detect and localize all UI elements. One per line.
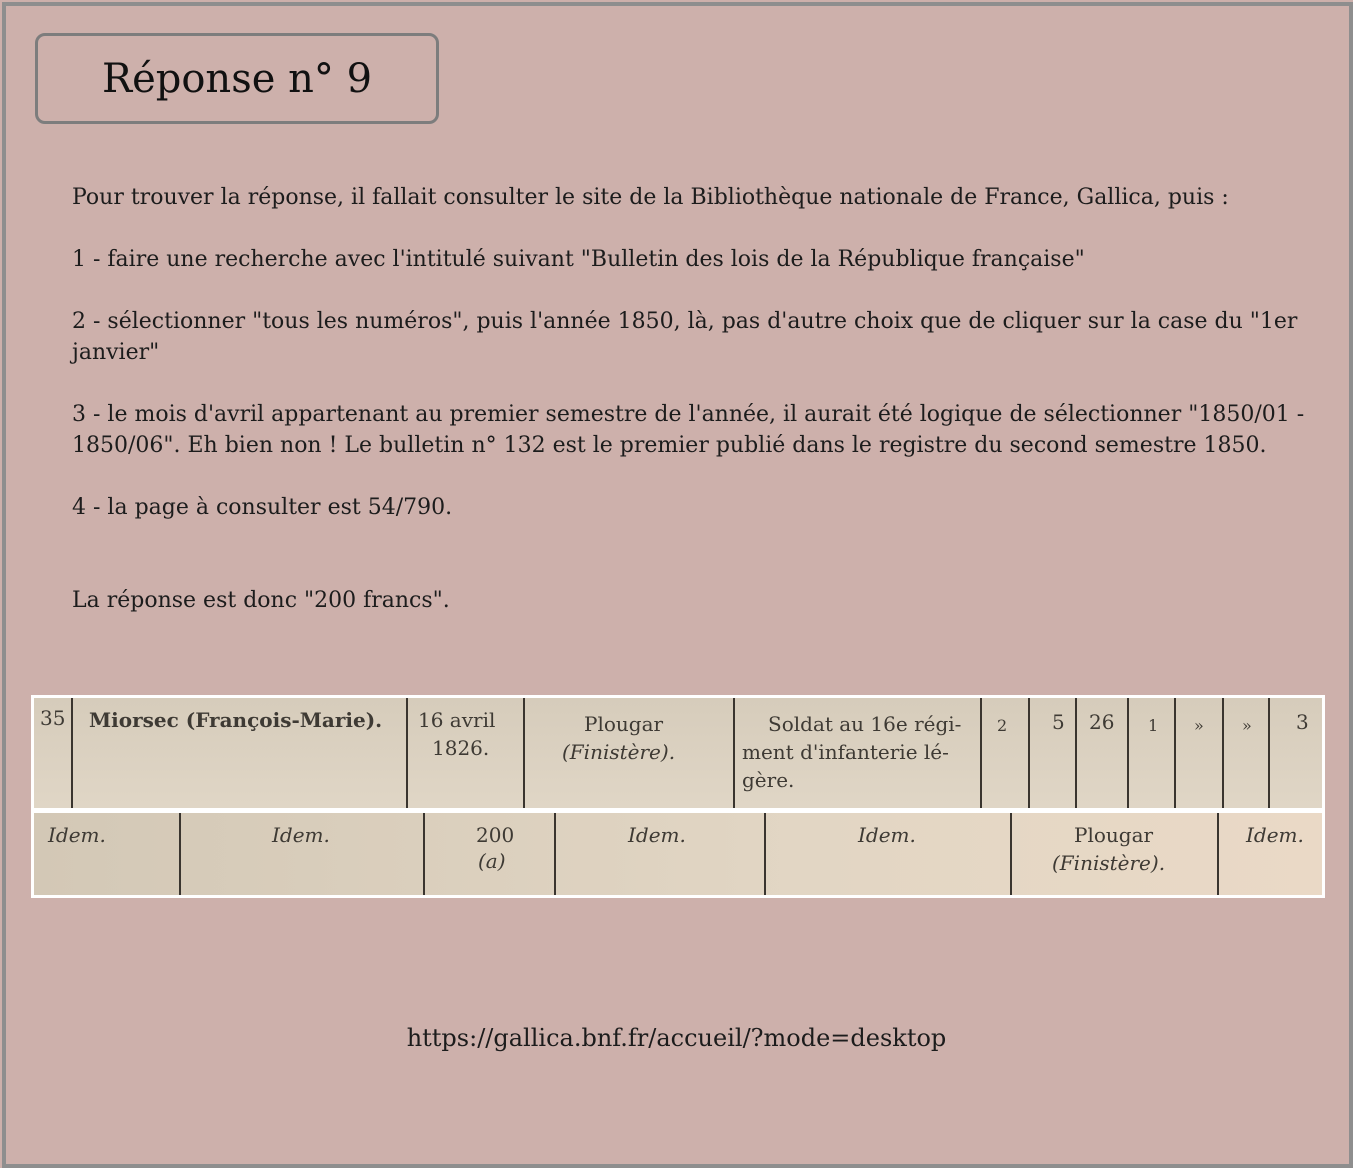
- step-1: 1 - faire une recherche avec l'intitulé suivant "Bulletin des lois de la République française": [72, 247, 1085, 272]
- rank-line1: Soldat au 16e régi-: [768, 712, 962, 736]
- row2-col2: Idem.: [272, 823, 330, 847]
- birth-place-line1: Plougar: [584, 712, 664, 736]
- soldier-name: Miorsec (François-Marie).: [89, 708, 383, 732]
- value-2: 5: [1052, 710, 1065, 734]
- register-row-2: [34, 813, 1322, 895]
- step-2: 2 - sélectionner "tous les numéros", puis l'année 1850, là, pas d'autre choix que de cliquer sur la case du "1er janvier": [72, 309, 1298, 365]
- row2-col4: Idem.: [628, 823, 686, 847]
- row2-col1: Idem.: [48, 823, 106, 847]
- register-scan-image: [31, 695, 1325, 898]
- title-box: [35, 33, 439, 124]
- birth-date-line2: 1826.: [432, 736, 490, 760]
- value-7: 3: [1296, 710, 1309, 734]
- value-4: 1: [1148, 716, 1159, 735]
- value-5: »: [1194, 716, 1204, 735]
- conclusion: La réponse est donc "200 francs".: [72, 588, 450, 613]
- birth-date-line1: 16 avril: [418, 708, 496, 732]
- answer-text: [72, 182, 1322, 616]
- value-3: 26: [1089, 710, 1115, 734]
- rank-line2: ment d'infanterie lé-: [742, 740, 949, 764]
- amount-line1: 200: [476, 823, 515, 847]
- row2-col5: Idem.: [858, 823, 916, 847]
- source-url: https://gallica.bnf.fr/accueil/?mode=desktop: [406, 1024, 947, 1052]
- step-3: 3 - le mois d'avril appartenant au premier semestre de l'année, il aurait été logique de sélectionner "1850/01 - 1850/06". Eh bien non ! Le bulletin n° 132 est le premier publié dans le registre du second semestre 1850.: [72, 402, 1305, 458]
- amount-line2: (a): [478, 849, 506, 873]
- row2-place-line1: Plougar: [1074, 823, 1154, 847]
- value-1: 2: [997, 716, 1008, 735]
- row2-col7: Idem.: [1246, 823, 1304, 847]
- row2-place-line2: (Finistère).: [1052, 851, 1166, 875]
- register-row-1: [34, 698, 1322, 808]
- intro-paragraph: Pour trouver la réponse, il fallait consulter le site de la Bibliothèque nationale de France, Gallica, puis :: [72, 185, 1229, 210]
- rank-line3: gère.: [742, 768, 795, 792]
- row-number: 35: [40, 706, 66, 730]
- birth-place-line2: (Finistère).: [562, 740, 676, 764]
- step-4: 4 - la page à consulter est 54/790.: [72, 495, 453, 520]
- page-title: Réponse n° 9: [101, 55, 373, 102]
- value-6: »: [1242, 716, 1252, 735]
